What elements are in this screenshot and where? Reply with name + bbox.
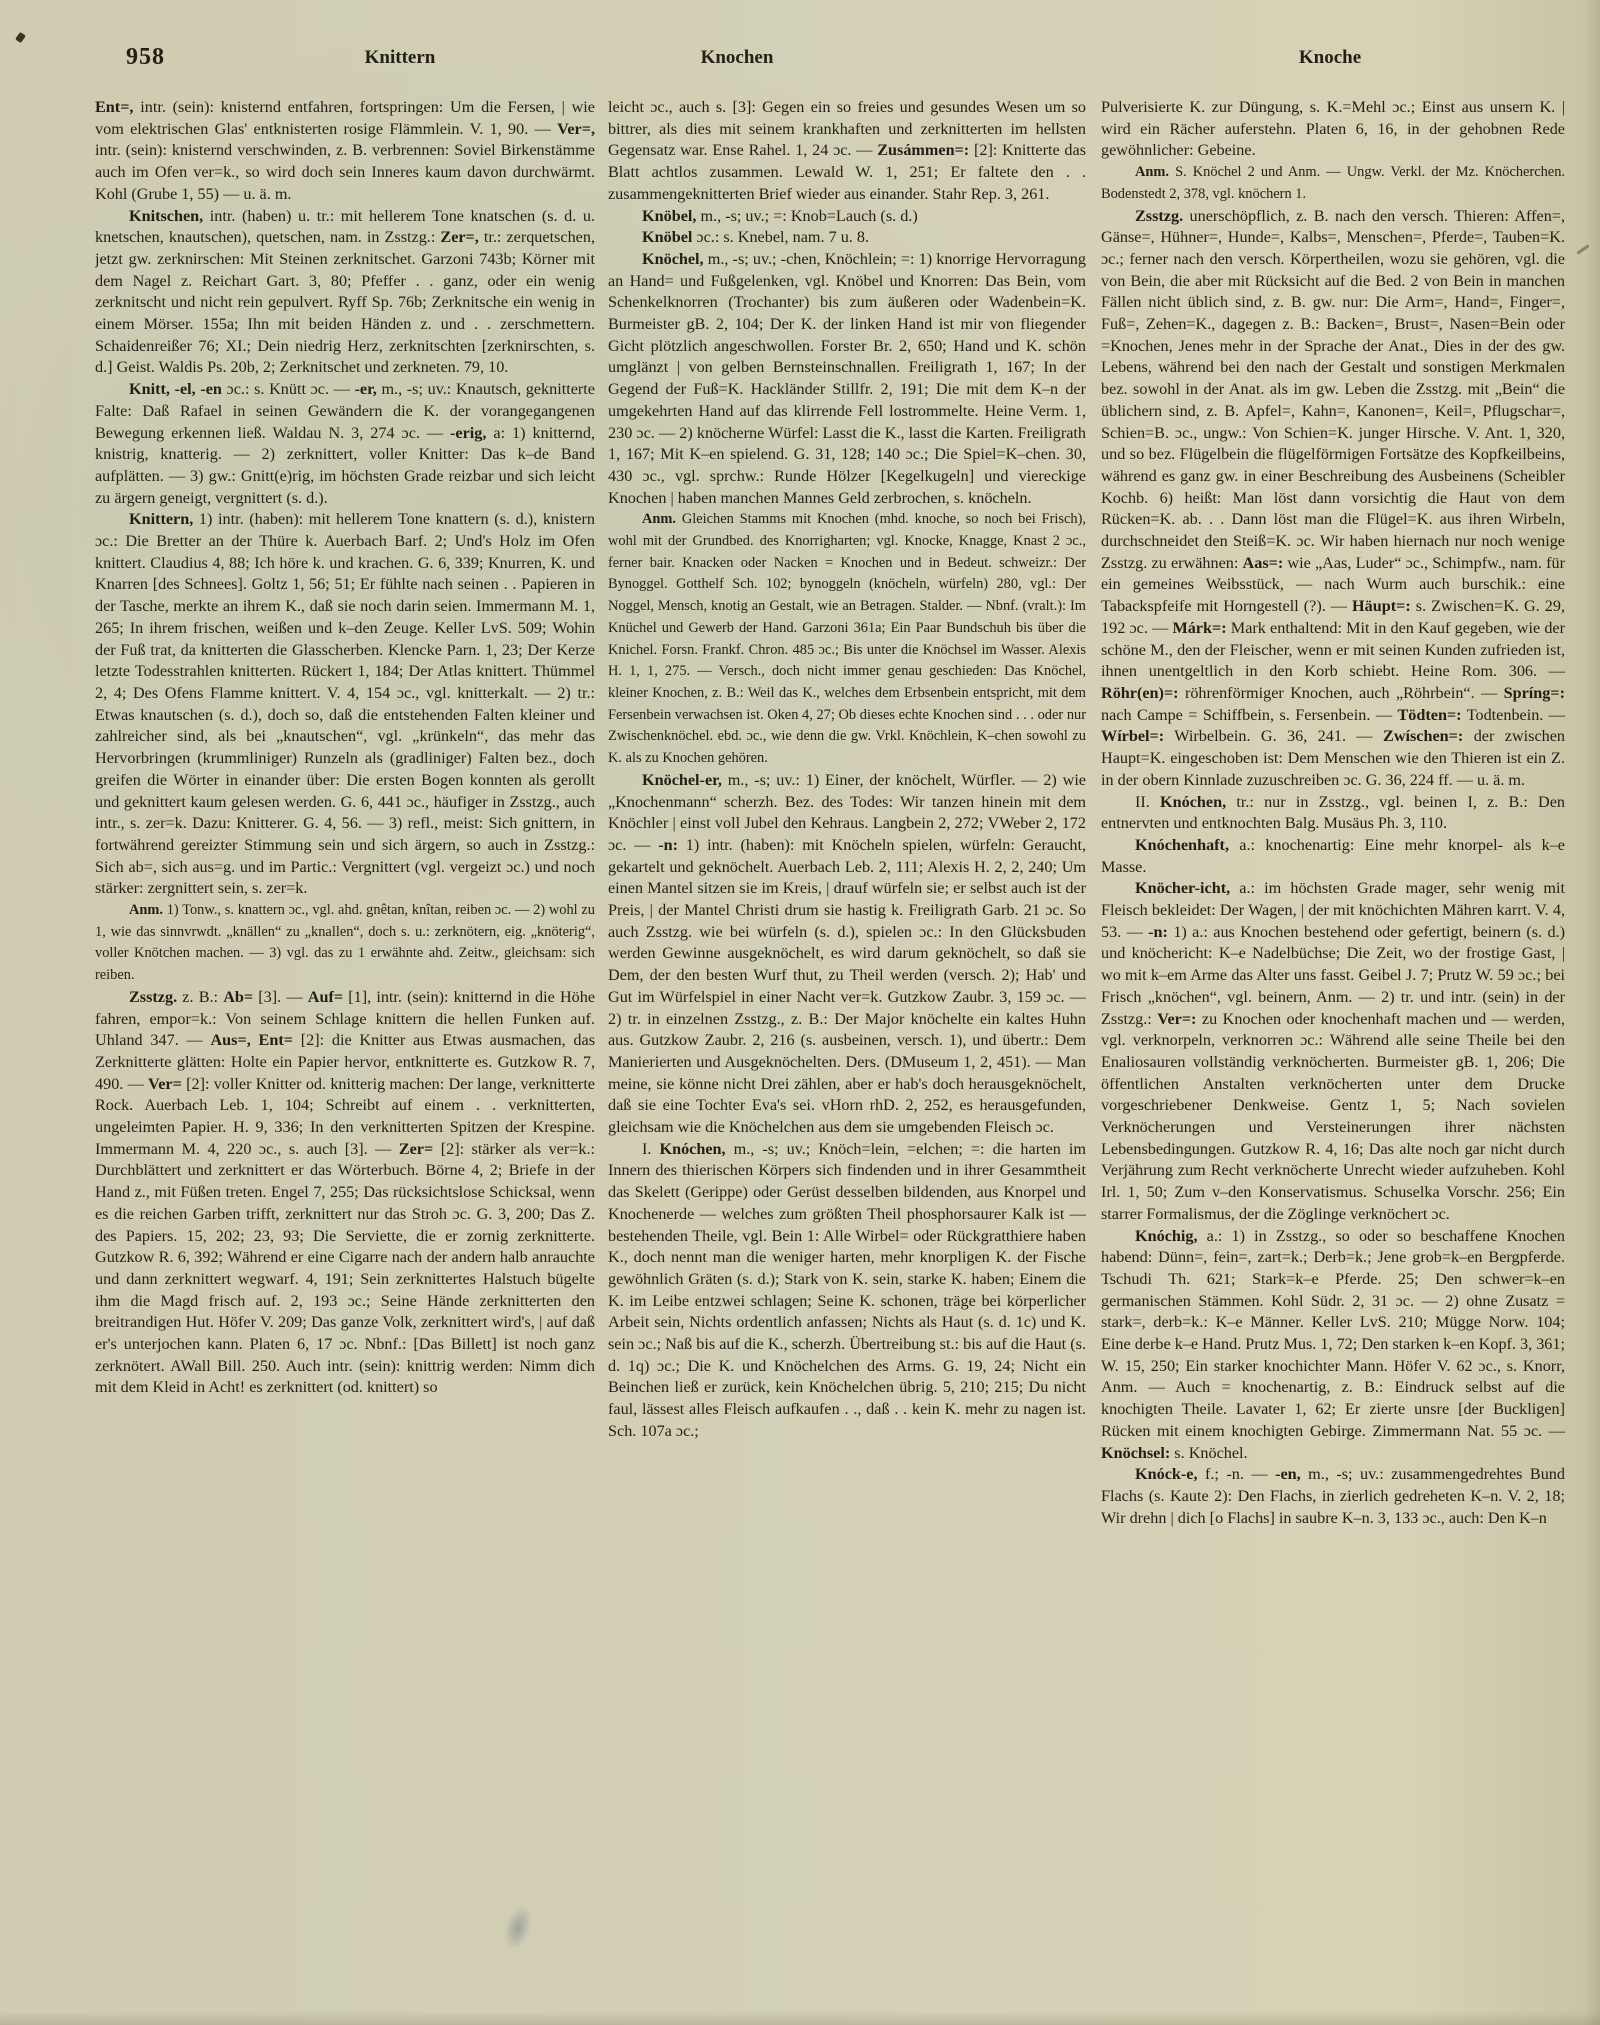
dictionary-paragraph (608, 770, 1086, 1139)
body-text: m., -s; uv.: 1) Einer, der knöchelt, Würfler. — 2) wie „Knochenmann“ scherzh. Bez. des Todes: Wir tanzen hinein mit dem Knöchler | einst voll Jubel den Kehraus. Langbein 2, 272; VWeber 2, 172 ɔc. — (608, 770, 1086, 854)
text-column-1 (95, 97, 595, 1889)
body-text: 1) intr. (haben): mit Knöcheln spielen, würfeln: Geraucht, gekartelt und geknöchelt. Auerbach Leb. 2, 111; Alexis H. 2, 2, 240; Um einen Mantel sitzen sie im Kreis, | drauf würfeln sie; er selbst auch ist der Preis, | der Mantel Christi drum sie hastig k. Freiligrath Garb. 21 ɔc. So auch Zsstzg. wie bei würfeln (s. d.), spielen ɔc.: In den Glücksbuden werden Gewinne ausgeknöchelt, es wird darum geknöchelt, so daß sie Dem, der den besten Wurf thut, zu Theil werden (versch. 2); Hab' und Gut im Würfelspiel in einer Nacht ver=k. Gutzkow Zaubr. 3, 159 ɔc. — 2) tr. in einzelnen Zsstzg., z. B.: Der Major knöchelte ein kaltes Huhn aus. Gutzkow Zaubr. 2, 216 (s. ausbeinen, versch. 1), und übertr.: Dem Manierierten und Ausgeknöchelten. Ders. (DMuseum 1, 2, 451). — Man meine, sie könne nicht Drei zählen, aber er hab's doch herausgeknöchelt, daß sie eine Tochter Eva's sei. vHorn rhD. 2, 252, es herausgefunden, gleichsam wie die Knöchelchen aus dem sie umgebenden Fleisch ɔc. (608, 835, 1086, 1137)
dictionary-paragraph (608, 249, 1086, 509)
page-header (0, 44, 1600, 80)
body-text: leicht ɔc., auch s. [3]: Gegen ein so freies und gesundes Wesen um so bittrer, als dies mit seinem krankhaften und zerknitterten im hellsten Gegensatz war. Ense Rahel. 1, 24 ɔc. — (608, 98, 1086, 160)
dictionary-paragraph (95, 509, 595, 900)
headword: -n: (1148, 922, 1168, 941)
body-text: Mark enthaltend: Mit in den Kauf gegeben, wie der schöne M., den der Fleischer, wenn er mit seinen Kunden zufrieden ist, ihnen unentgeltlich in den Korb schiebt. Heine Rom. 306. — (1101, 618, 1565, 681)
body-text: [2]: stärker als ver=k.: Durchblättert und zerknittert er das Wörterbuch. Börne 4, 2; Briefe in der Hand z., mit Füßen treten. Engel 7, 255; Das rücksichtslose Schicksal, wenn es die reichen Garben trifft, zerknittert nur das Stroh ɔc. G. 3, 200; Das Z. des Papiers. 15, 202; 23, 93; Die Serviette, die er zornig zerknitterte. Gutzkow R. 6, 392; Während er eine Cigarre nach der andern halb anrauchte und dann zerknittert wegwarf. 4, 191; Sein zerknittertes Halstuch bügelte ihm die Magd frisch auf. 2, 193 ɔc.; Seine Hände zerknitterten den breitrandigen Hut. Höfer V. 209; Das ganze Volk, zerknittert wird's, | auf daß er's unterjochen kann. Platen 6, 17 ɔc. Nbnf.: [Das Billett] ist noch ganz zerknötert. AWall Bill. 250. Auch intr. (sein): knittrig werden: Nimm dich mit dem Kleid in Acht! es zerknittert (od. knittert) so (95, 1139, 595, 1397)
body-text: 1) Tonw., s. knattern ɔc., vgl. ahd. gnêtan, knîtan, reiben ɔc. — 2) wohl zu 1, wie das sinnvrwdt. „knällen“ zu „knallen“, doch s. u.: zerknötern, eig. „knöterig“, voller Knötchen machen. — 3) vgl. das zu 1 erwähnte ahd. Zeitw., gleichsam: sich reiben. (95, 902, 595, 984)
page-number: 958 (126, 44, 165, 70)
body-text: [2]: Knitterte das Blatt achtlos zusammen. Lewald W. 1, 251; Er faltete den . . zusammengeknitterten Brief wieder aus einander. Stahr Rep. 3, 261. (608, 141, 1086, 203)
running-head-center: Knochen (700, 47, 774, 68)
body-text: der zwischen Haupt=K. eingeschoben ist: Dem Menschen wie den Thieren ist ein Z. in der obern Kinnlade zuzuschreiben ɔc. G. 36, 224 ff. — u. ä. m. (1101, 727, 1565, 789)
headword: Ver=, (557, 119, 595, 138)
page-edge-shadow (0, 2011, 1600, 2025)
running-head-left: Knittern (364, 47, 436, 68)
headword: Knóchig, (1135, 1226, 1198, 1245)
headword: Márk=: (1172, 618, 1227, 637)
headword: -er, (354, 380, 377, 399)
headword: Knittern, (129, 510, 194, 529)
dictionary-paragraph (608, 1139, 1086, 1443)
headword: Knóchen, (1160, 792, 1227, 811)
body-text: intr. (sein): knisternd entfahren, fortspringen: Um die Fersen, | wie vom elektrischen Glas' entknisterten rosige Flämmlein. V. 1, 90. — (95, 98, 595, 138)
body-text: m., -s; uv.; Knöch=lein, =elchen; =: die harten im Innern des thierischen Körpers sich findenden und in ihrer Gesammtheit das Skelett (Gerippe) oder Gerüst desselben bildenden, aus Knorpel und Knochenerde — welches zum größten Theil phosphorsaurer Kalk ist — bestehenden Theile, vgl. Bein 1: Alle Wirbel= oder Rückgratthiere haben K., doch nennt man die weniger harten, mehr knorpligen K. der Fische gewöhnlich Gräten (s. d.); Stark von K. sein, starke K. haben; Einem die K. im Leibe entzwei schlagen; Seine K. schonen, träge bei körperlicher Arbeit sein, Nichts ordentlich anfassen; Nichts als Haut (s. d. 1c) und K. sein ɔc.; Naß bis auf die K., scherzh. Übertreibung st.: bis auf die Haut (s. d. 1q) ɔc.; Die K. und Knöchelchen des Arms. G. 19, 24; Nicht ein Beinchen ließ er zurück, kein Knöchelchen übrig. 5, 210; 215; Du nicht faul, lässest alles Fleisch aufkaufen . ., daß . . kein K. mehr zu nagen ist. Sch. 107a ɔc.; (608, 1139, 1086, 1440)
body-text: [2]: voller Knitter od. knitterig machen: Der lange, verknitterte Rock. Auerbach Leb. 1, 104; Schreibt auf einem . . verknitterten, ungeleimten Papier. H. 9, 336; In den verknitterten Spitzen der Krespine. Immermann M. 4, 220 ɔc., s. auch [3]. — (95, 1074, 595, 1158)
body-text: m., -s; uv.: zusammengedrehtes Bund Flachs (s. Kaute 2): Den Flachs, in zierlich gedreheten K–n. V. 2, 18; Wir drehn | dich [o Flachs] in saubre K–n. 3, 133 ɔc., auch: Den K–n (1101, 1465, 1565, 1527)
headword: Röhr(en)=: (1101, 683, 1179, 702)
headword: Knöcher-icht, (1135, 879, 1231, 898)
margin-pen-mark (1576, 244, 1589, 254)
dictionary-paragraph (95, 987, 595, 1399)
headword: Zwíschen=: (1383, 727, 1464, 746)
headword: Zsstzg. (129, 987, 178, 1006)
headword: Häupt=: (1352, 597, 1411, 616)
dictionary-paragraph (1101, 1226, 1565, 1465)
headword: -erig, (450, 423, 487, 442)
headword: Knöchel, (642, 249, 704, 268)
body-text: tr.: nur in Zsstzg., vgl. beinen I, z. B.: Den entnervten und entknochten Balg. Musäus Ph. 3, 110. (1101, 792, 1565, 833)
headword: Ver=: (1157, 1009, 1197, 1028)
headword: Aas=: (1242, 553, 1284, 572)
body-text: röhrenförmiger Knochen, auch „Röhrbein“. — (1178, 683, 1504, 702)
text-column-2 (608, 97, 1086, 1889)
headword: Knóchen, (659, 1139, 726, 1158)
dictionary-paragraph (608, 97, 1086, 206)
headword: Anm. (129, 902, 163, 919)
headword: Ver= (148, 1074, 182, 1093)
running-head-right: Knoche (1298, 47, 1362, 68)
headword: Knitt, -el, -en (129, 380, 222, 399)
headword: Zer=, (440, 228, 479, 247)
body-text: [2]: die Knitter aus Etwas ausmachen, das Zerknitterte glätten: Holte ein Papier hervor, entknitterte es. Gutzkow R. 7, 490. — (95, 1031, 595, 1093)
dictionary-paragraph (1101, 1464, 1565, 1529)
body-text: intr. (sein): knisternd verschwinden, z. B. verbrennen: Soviel Birkenstämme auch im Ofen ver=k., so wird doch sein Inneres kaum davon durchwärmt. Kohl (Grube 1, 55) — u. ä. m. (95, 141, 595, 203)
dictionary-paragraph (95, 900, 595, 987)
body-text: a.: knochenartig: Eine mehr knorpel- als k–e Masse. (1101, 835, 1565, 876)
body-text: tr.: zerquetschen, jetzt gw. zerknirschen: Mit Steinen zerknitschet. Garzoni 743b; Körner mit dem Nagel z. Reichart Gart. 3, 80; Pfeffer . . ganz, oder ein wenig zerknitscht und nicht rein gepulvert. Ryff Sp. 76b; Zerknitsche ein wenig in einem Mörser. 155a; Ihn mit beiden Händen z. und . . zerschmettern. Schaidenreißer 76; XI.; Dein niedrig Herz, zerknitschten [zerknirschten, s. d.] Geist. Waldis Ps. 20b, 2; Zerknitschet und zerkneten. 79, 10. (95, 228, 595, 377)
body-text: s. Zwischen=K. G. 29, 192 ɔc. — (1101, 597, 1565, 637)
body-text: S. Knöchel 2 und Anm. — Ungw. Verkl. der Mz. Knöcherchen. Bodenstedt 2, 378, vgl. knöchern 1. (1101, 164, 1565, 202)
headword: Ab= (223, 987, 254, 1006)
dictionary-paragraph (95, 379, 595, 509)
body-text: Pulverisierte K. zur Düngung, s. K.=Mehl ɔc.; Einst aus unsern K. | wird ein Rächer auferstehn. Platen 6, 16, in der gehobnen Rede gewöhnlicher: Gebeine. (1101, 98, 1565, 160)
headword: Spríng=: (1503, 683, 1565, 702)
dictionary-paragraph (1101, 97, 1565, 162)
headword: Knitschen, (129, 206, 204, 225)
body-text: intr. (haben) u. tr.: mit hellerem Tone knatschen (s. d. u. knetschen, knautschen), quetschen, nam. in Zsstzg.: (95, 206, 595, 247)
headword: Knöchel-er, (642, 770, 722, 789)
headword: Knöchsel: (1101, 1443, 1171, 1462)
body-text: a.: im höchsten Grade mager, sehr wenig mit Fleisch bekleidet: Der Wagen, | der mit knöchichten Mähren karrt. V. 4, 53. — (1101, 879, 1565, 941)
headword: Anm. (642, 511, 676, 528)
body-text: m., -s; uv.: Knautsch, geknitterte Falte: Daß Rafael in seinen Gewändern die K. der vorangegangenen Bewegung erkennen ließ. Waldau N. 3, 274 ɔc. — (95, 380, 595, 442)
dictionary-paragraph (608, 206, 1086, 228)
body-text: Wirbelbein. G. 36, 241. — (1164, 727, 1384, 746)
body-text: II. (1135, 792, 1161, 811)
headword: Ent=, (95, 98, 134, 116)
body-text: a: 1) knitternd, knistrig, knatterig. — 2) zerknittert, voller Knitter: Das k–de Band aufplätten. — 3) gw.: Gnitt(e)rig, im höchsten Grade reizbar und sich leicht zu ärgern geneigt, vergnittert (s. d.). (95, 423, 595, 507)
body-text: 1) a.: aus Knochen bestehend oder gefertigt, beinern (s. d.) und knöchericht: K–e Nadelbüchse; Die Zeit, wo der frostige Gast, | wo mit k–em Arme das Alter uns fasst. Geibel J. 7; Prutz W. 59 ɔc.; bei Frisch „knöchen“, vgl. beinern, Anm. — 2) tr. und intr. (sein) in der Zsstzg.: (1101, 922, 1565, 1028)
headword: Knöbel, (642, 206, 697, 225)
headword: Knóck-e, (1135, 1465, 1198, 1484)
body-text: m., -s; uv.; -chen, Knöchlein; =: 1) knorrige Hervorragung an Hand= und Fußgelenken, vgl. Knöbel und Knorren: Das Bein, vom Schenkelknorren (Trochanter) bis zum äußeren oder Wadenbein=K. Burmeister gB. 2, 104; Der K. der linken Hand ist mir von fliegender Gicht plötzlich angeschwollen. Forster Br. 2, 650; Hand und K. schön umglänzt | von gelben Bernsteinschnallen. Freiligrath 1, 167; In der Gegend der Fuß=K. Hackländer Stillfr. 2, 191; Die mit dem K–n der umgekehrten Hand auf das klirrende Fell lostrommelte. Heine Verm. 1, 230 ɔc. — 2) knöcherne Würfel: Lasst die K., lasst die Karten. Freiligrath 1, 167; Mit K–en spielend. G. 31, 128; 140 ɔc.; Die Spiel=K–chen. 30, 430 ɔc., vgl. sprchw.: Runde Hölzer [Kegelkugeln] und viereckige Knochen | haben manchen Mannes Geld zerbrochen, s. knöcheln. (608, 249, 1086, 507)
dictionary-paragraph (95, 206, 595, 380)
body-text: zu Knochen oder knochenhaft machen und — werden, vgl. verknorpeln, verknorren ɔc.: Während alle seine Theile bei den Enaliosauren vollständig verknöcherten. Burmeister gB. 1, 206; Die öffentlichen Anstalten verknöcherten unter dem Drucke vorgeschriebener Denkweise. Gentz 1, 5; Nach sovielen Verknöcherungen und Versteinerungen ihrer nächsten Lebensbedingungen. Gutzkow R. 4, 16; Das alte noch gar nicht durch Verjährung zum Recht verknöcherte Unrecht wieder aufzuheben. Kohl Irl. 1, 50; Zum v–den Konservatismus. Schuselka Vorschr. 256; Ein starrer Formalismus, der die Zöglinge verknöchert ɔc. (1101, 1009, 1565, 1223)
headword: Knóchenhaft, (1135, 835, 1229, 854)
ink-smudge (499, 1902, 538, 1954)
dictionary-paragraph (1101, 878, 1565, 1225)
dictionary-paragraph (608, 227, 1086, 249)
headword: Wírbel=: (1101, 727, 1165, 746)
dictionary-paragraph (608, 509, 1086, 769)
headword: Aus=, Ent= (210, 1031, 293, 1050)
body-text: wie „Aas, Luder“ ɔc., Schimpfw., nam. für ein gemeines Weibsstück, — nach Wurm auch burschik.: eine Tabackspfeife mit Horngestell (?). — (1101, 553, 1565, 616)
dictionary-paragraph (1101, 206, 1565, 792)
dictionary-paragraph (1101, 835, 1565, 878)
body-text: a.: 1) in Zsstzg., so oder so beschaffene Knochen habend: Dünn=, fein=, zart=k.; Derb=k.; Jene grob=k–en Bergpferde. Tschudi Th. 621; Stark=k–e Pferde. 25; Den schwer=k–en germanischen Stämmen. Kohl Südr. 2, 31 ɔc. — 2) ohne Zusatz = stark=, derb=k.: K–e Männer. Keller LvS. 210; Mügge Norw. 104; Eine derbe k–e Hand. Prutz Mus. 1, 72; Den starken k–en Kopf. 3, 361; W. 15, 250; Ein starker knochichter Mann. Höfer V. 62 ɔc., s. Knorr, Anm. — Auch = knochenartig, z. B.: Eindruck selbst auf die knochigten Theile. Lavater 1, 62; Er zierte unsre [der Buckligen] Rücken mit einem knochigten Gebirge. Zimmermann Nat. 55 ɔc. — (1101, 1226, 1565, 1440)
body-text: m., -s; uv.; =: Knob=Lauch (s. d.) (696, 206, 918, 225)
headword: Knöbel (642, 228, 693, 247)
headword: Auf= (307, 987, 344, 1006)
headword: Zsstzg. (1135, 206, 1184, 225)
dictionary-paragraph (95, 97, 595, 206)
headword: -en, (1275, 1465, 1301, 1484)
body-text: f.; -n. — (1197, 1465, 1276, 1484)
body-text: [1], intr. (sein): knitternd in die Höhe fahren, empor=k.: Von seinem Schlage knittern die hellen Funken auf. Uhland 347. — (95, 987, 595, 1050)
headword: Zusámmen=: (877, 141, 970, 160)
headword: Anm. (1135, 164, 1169, 181)
body-text: nach Campe = Schiffbein, s. Fersenbein. — (1101, 705, 1398, 724)
body-text: unerschöpflich, z. B. nach den versch. Thieren: Affen=, Gänse=, Hühner=, Hunde=, Kalbs=, Menschen=, Pferde=, Tauben=K. ɔc.; ferner nach den versch. Körpertheilen, wozu sie gehören, vgl. die von Bein, die aber mit Rücksicht auf die Bed. 2 von Bein in manchen Fällen nicht üblich sind, z. B. gw. nur: Die Arm=, Hand=, Finger=, Fuß=, Zehen=K., dagegen z. B.: Backen=, Brust=, Nasen=Bein oder =Knochen, Jenes mehr in der Sprache der Anat., Dies in der des gw. Lebens, während bei den nach der Gestalt und sonstigen Merkmalen bez. sowohl in der Anat. als im gw. Leben die Zsstzg. mit „Bein“ die üblichern sind, z. B. Apfel=, Kahn=, Kanonen=, Keil=, Pflugschar=, Schien=B. ɔc., ungw.: Von Schien=K. junger Hirsche. V. Ant. 1, 320, und so bez. Flügelbein die flügelförmigen Fortsätze des Kopfkeilbeins, während es ganz gw. in einer Beschreibung des Ausbeinens (Scheibler Kochb. 6) heißt: Man löst dann vorsichtig die Haut von dem Rücken=K. ab. . . Dann löst man die Flügel=K. aus ihren Wirbeln, durchschneidet den Steiß=K. ɔc. Wir haben hiernach nur noch wenige Zsstzg. zu erwähnen: (1101, 206, 1565, 572)
dictionary-paragraph (1101, 792, 1565, 835)
dictionary-paragraph (1101, 162, 1565, 205)
body-text: s. Knöchel. (1170, 1443, 1248, 1462)
ink-speck (15, 32, 26, 43)
body-text: z. B.: (177, 987, 224, 1006)
headword: Tödten=: (1397, 705, 1462, 724)
body-text: 1) intr. (haben): mit hellerem Tone knattern (s. d.), knistern ɔc.: Die Bretter an der Thüre k. Auerbach Barf. 2; Und's Holz im Ofen knittert. Claudius 4, 88; Ich höre k. und krachen. G. 6, 339; Knurren, K. und Knarren [des Schnees]. Goltz 1, 56; 51; Er fühlte nach seinen . . Papieren in der Tasche, merkte an ihrem K., daß sie noch darin seien. Immermann M. 1, 265; In ihrem frischen, weißen und k–den Zeuge. Keller LvS. 509; Wohin der Fuß trat, da knitterten die Glasscherben. Klencke Parn. 1, 23; Der Kerze letzte Todesstrahlen knitterten. Rückert 1, 184; Der Atlas knittert. Thümmel 2, 4; Des Ofens Flamme knittert. V. 4, 154 ɔc., vgl. knitterkalt. — 2) tr.: Etwas knautschen (s. d.), doch so, daß die entstehenden Falten kleiner und zahlreicher sind, als bei „knautschen“, vgl. „krünkeln“, das mehr das Hervorbringen (krummliniger) Runzeln als (gradliniger) Falten bez., doch greifen die Wörter in einander über: Die ersten Bogen konnten als gerollt und geknittert kaum gelesen werden. G. 6, 441 ɔc., häufiger in Zsstzg., auch intr., s. zer=k. Dazu: Knitterer. G. 4, 56. — 3) refl., meist: Sich gnittern, in fortwährend gereizter Stimmung sein und sich ärgern, so auch in Zsstzg.: Sich ab=, sich aus=g. und im Partic.: Vergnittert (vgl. vergeizt ɔc.) und noch stärker: zergnittert sein, s. zer=k. (95, 510, 595, 898)
body-text: Gleichen Stamms mit Knochen (mhd. knoche, so noch bei Frisch), wohl mit der Grundbed. des Knorrigharten; vgl. Knocke, Knagge, Knast 2 ɔc., ferner bair. Knacken oder Nacken = Knochen und in Bedeut. schweizr.: Der Bynoggel. Gotthelf Sch. 102; bynoggeln (knöcheln, würfeln) 280, vgl.: Der Noggel, Mensch, knotig an Gestalt, wie an Betragen. Stalder. — Nbnf. (vralt.): Im Knüchel und Gewerb der Hand. Garzoni 361a; Ein Paar Bundschuh bis über die Knichel. Forsn. Frankf. Chron. 485 ɔc.; Bis unter die Knöchsel im Wasser. Alexis H. 1, 1, 275. — Versch., doch nicht immer genau geschieden: Das Knöchel, kleiner Knochen, z. B.: Weil das K., welches dem Erbsenbein entspricht, mit dem Fersenbein verwachsen ist. Oken 4, 27; Ob dieses echte Knochen sind . . . oder nur Zwischenknöchel. ebd. ɔc., wie denn die gw. Vrkl. Knöchlein, K–chen sowohl zu K. als zu Knochen gehören. (608, 511, 1086, 767)
body-text: I. (642, 1139, 660, 1158)
body-text: ɔc.: s. Knebel, nam. 7 u. 8. (692, 228, 870, 247)
text-column-3 (1101, 97, 1565, 1889)
body-text: [3]. — (253, 987, 308, 1006)
headword: Zer= (398, 1139, 434, 1158)
body-text: Todtenbein. — (1461, 705, 1565, 724)
body-text: ɔc.: s. Knütt ɔc. — (221, 380, 355, 399)
headword: -n: (658, 835, 678, 854)
